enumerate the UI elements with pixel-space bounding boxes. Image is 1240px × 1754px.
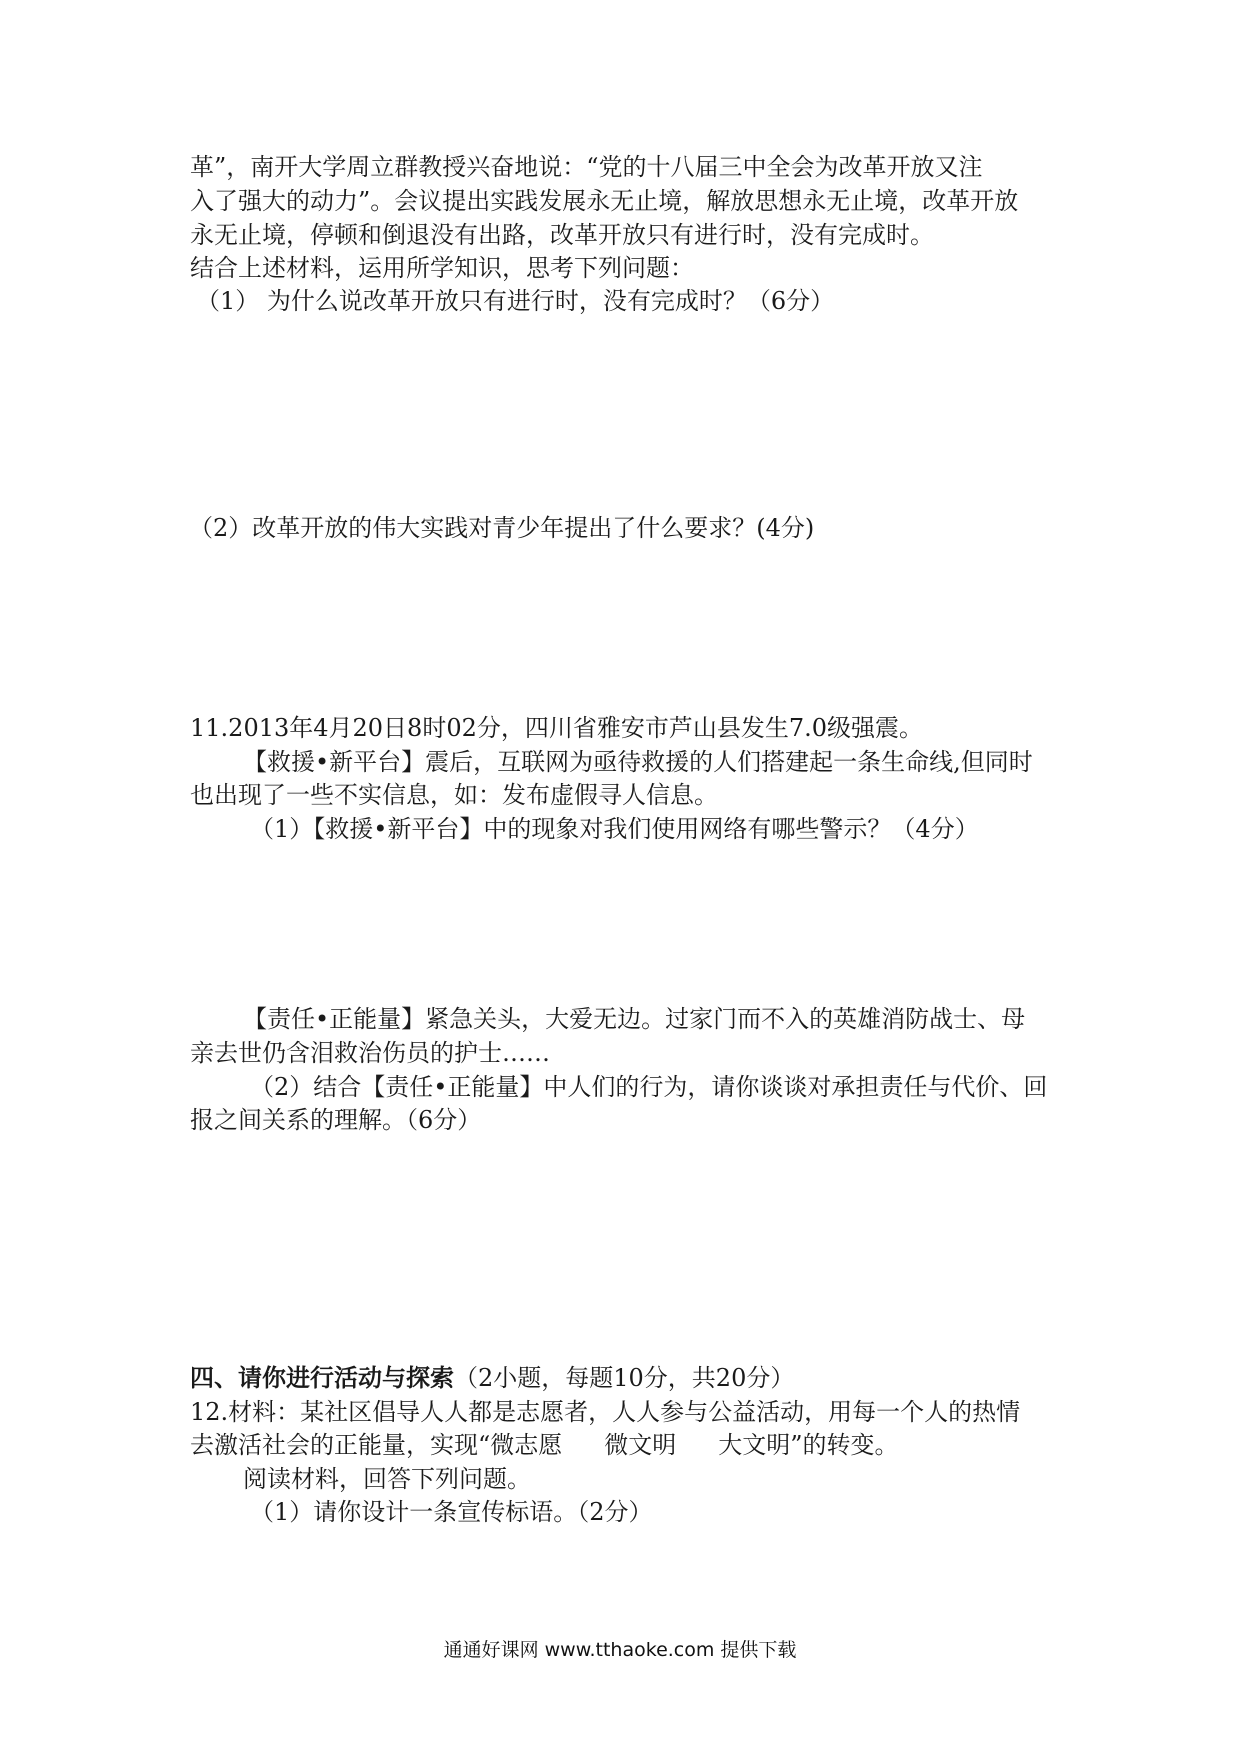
instruction-line: 结合上述材料，运用所学知识，思考下列问题：: [190, 254, 694, 282]
q12-line-2-part-1: 去激活社会的正能量，实现“微志愿: [190, 1431, 563, 1459]
section-4-scoring: （2小题，每题10分，共20分）: [454, 1364, 795, 1392]
material-line-2: 入了强大的动力”。会议提出实践发展永无止境，解放思想永无止境，改革开放: [190, 187, 1019, 215]
q11-sub2-line-2: 报之间关系的理解。（6分）: [190, 1106, 482, 1134]
q11-sub2-line-1: （2）结合【责任•正能量】中人们的行为，请你谈谈对承担责任与代价、回: [250, 1073, 1048, 1101]
q11-rescue-line-1: 【救援•新平台】震后，互联网为亟待救援的人们搭建起一条生命线,但同时: [243, 748, 1033, 776]
q10-sub2: （2）改革开放的伟大实践对青少年提出了什么要求？(4分): [189, 514, 815, 542]
page-footer: 通通好课网 www.tthaoke.com 提供下载: [443, 1639, 797, 1661]
section-4-heading: [190, 1362, 794, 1394]
material-line-1: 革”，南开大学周立群教授兴奋地说：“党的十八届三中全会为改革开放又注: [190, 153, 983, 181]
material-line-3: 永无止境，停顿和倒退没有出路，改革开放只有进行时，没有完成时。: [190, 221, 934, 249]
q11-stem: 11.2013年4月20日8时02分，四川省雅安市芦山县发生7.0级强震。: [190, 714, 924, 742]
q11-sub1: （1）【救援•新平台】中的现象对我们使用网络有哪些警示？（4分）: [250, 815, 979, 843]
q12-line-2-part-2: 微文明: [604, 1431, 677, 1459]
q11-responsibility-line-2: 亲去世仍含泪救治伤员的护士……: [190, 1039, 550, 1067]
q11-rescue-line-2: 也出现了一些不实信息，如：发布虚假寻人信息。: [190, 781, 718, 809]
q12-line-2-part-3: 大文明”的转变。: [718, 1431, 899, 1459]
q12-line-1: 12.材料：某社区倡导人人都是志愿者，人人参与公益活动，用每一个人的热情: [190, 1398, 1021, 1426]
q10-sub1: （1） 为什么说改革开放只有进行时，没有完成时？（6分）: [196, 287, 835, 315]
q12-sub1: （1）请你设计一条宣传标语。（2分）: [250, 1498, 653, 1526]
q11-responsibility-line-1: 【责任•正能量】紧急关头，大爱无边。过家门而不入的英雄消防战士、母: [243, 1005, 1026, 1033]
section-4-title: 四、请你进行活动与探索: [190, 1363, 454, 1392]
q12-line-2: [190, 1429, 899, 1461]
q12-line-3: 阅读材料，回答下列问题。: [243, 1465, 531, 1493]
